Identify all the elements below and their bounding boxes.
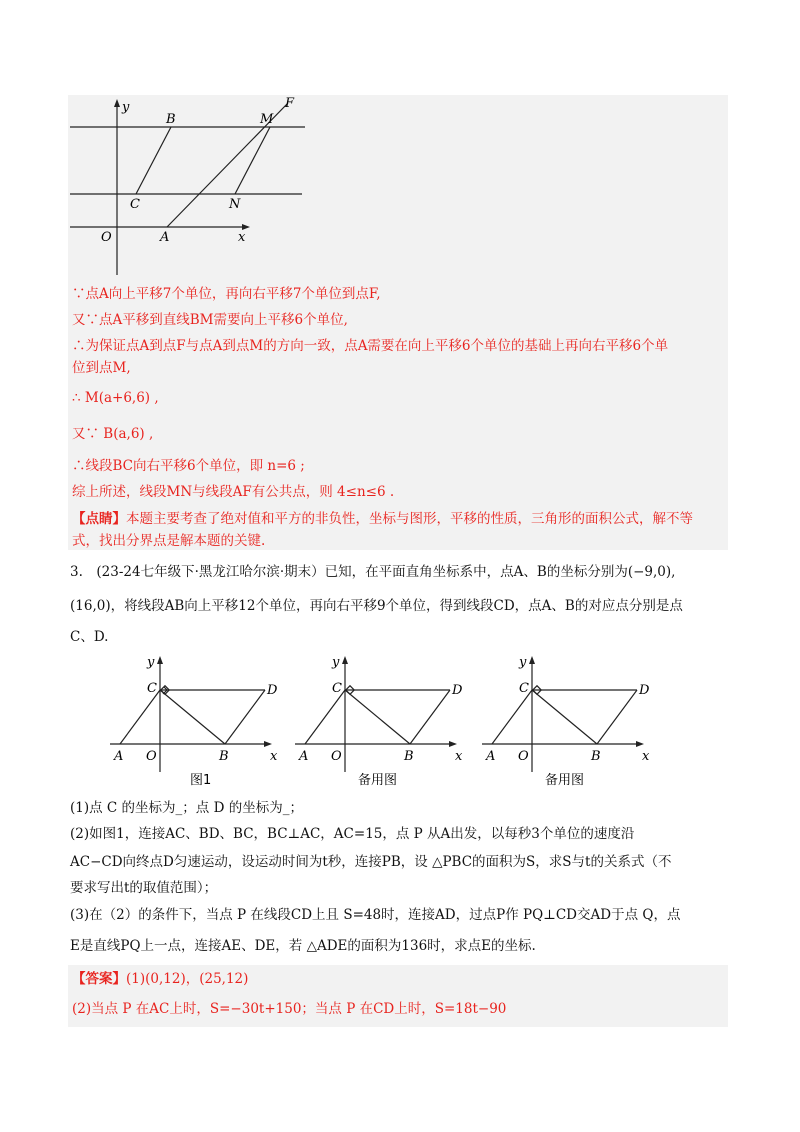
fig2-label-O: O <box>331 749 342 764</box>
fig2-label-B: B <box>404 749 414 764</box>
answer-1: (1)(0,12)，(25,12) <box>126 971 249 987</box>
solution-line-7: ∴线段BC向右平移6个单位，即 n=6 ; <box>72 458 305 474</box>
fig1-label-x: x <box>270 749 278 764</box>
question-3-line-2: E是直线PQ上一点，连接AE、DE，若 △ADE的面积为136时，求点E的坐标. <box>70 938 536 954</box>
fig3-label-O: O <box>518 749 529 764</box>
fig3-label-C: C <box>519 681 529 696</box>
comment-text-1: 本题主要考查了绝对值和平方的非负性，坐标与图形，平移的性质，三角形的面积公式，解不等 <box>126 511 693 527</box>
figure-1 <box>110 656 272 772</box>
label-C: C <box>130 197 140 212</box>
question-1: (1)点 C 的坐标为_；点 D 的坐标为_； <box>70 800 303 816</box>
fig2-label-C: C <box>332 681 342 696</box>
fig3-label-x: x <box>642 749 650 764</box>
solution-line-6: 又∵ B(a,6) , <box>72 426 154 442</box>
solution-line-1: ∵点A向上平移7个单位，再向右平移7个单位到点F, <box>72 286 381 302</box>
fig2-label-A: A <box>299 749 309 764</box>
solution-line-8: 综上所述，线段MN与线段AF有公共点，则 4≤n≤6 . <box>72 484 395 500</box>
fig1-seg-bd <box>225 690 265 744</box>
fig3-caption: 备用图 <box>545 773 585 788</box>
label-F: F <box>285 96 295 111</box>
comment-line-1 <box>72 509 693 529</box>
figures-row <box>100 652 690 792</box>
fig2-label-y: y <box>332 655 340 670</box>
question-3-line-1: (3)在（2）的条件下，当点 P 在线段CD上且 S=48时，连接AD，过点P作 PQ⊥CD交AD于点 Q，点 <box>70 907 681 923</box>
fig1-label-C: C <box>147 681 157 696</box>
y-axis-arrow <box>114 99 120 107</box>
fig3-label-B: B <box>591 749 601 764</box>
answer-line-2: (2)当点 P 在AC上时，S=−30t+150；当点 P 在CD上时，S=18t−90 <box>72 1001 507 1017</box>
fig1-label-B: B <box>219 749 229 764</box>
fig1-caption: 图1 <box>190 773 212 788</box>
fig1-seg-ac <box>120 690 160 744</box>
figure-2 <box>295 656 457 772</box>
question-2-line-1: (2)如图1，连接AC、BD、BC，BC⊥AC，AC=15，点 P 从A出发，以每秒3个单位的速度沿 <box>70 826 635 842</box>
question-2-line-3: 要求写出t的取值范围）； <box>70 880 218 896</box>
answer-label: 【答案】 <box>72 971 126 987</box>
question-2-line-2: AC−CD向终点D匀速运动，设运动时间为t秒，连接PB，设 △PBC的面积为S，求S与t的关系式（不 <box>70 854 672 870</box>
fig1-label-A: A <box>114 749 124 764</box>
label-N: N <box>229 197 241 212</box>
fig2-caption: 备用图 <box>358 773 398 788</box>
label-M: M <box>260 112 274 127</box>
solution-line-5: ∴ M(a+6,6) , <box>72 390 159 406</box>
fig3-label-y: y <box>519 655 527 670</box>
fig1-seg-bc <box>160 690 225 744</box>
fig1-label-O: O <box>146 749 157 764</box>
answer-line-1 <box>72 969 248 989</box>
label-y: y <box>122 100 130 115</box>
label-O: O <box>101 230 112 245</box>
problem-3-line-1: 3. (23-24七年级下·黑龙江哈尔滨·期末）已知，在平面直角坐标系中，点A、B的坐标分别为(−9,0), <box>70 564 676 580</box>
label-A: A <box>160 230 170 245</box>
label-B: B <box>166 112 176 127</box>
problem-3-line-2: (16,0)，将线段AB向上平移12个单位，再向右平移9个单位，得到线段CD，点A、B的对应点分别是点 <box>70 598 683 614</box>
fig1-label-y: y <box>147 655 155 670</box>
figure-translation-diagram <box>70 95 320 280</box>
fig3-label-D: D <box>639 683 650 698</box>
fig2-label-x: x <box>455 749 463 764</box>
fig2-label-D: D <box>452 683 463 698</box>
solution-line-3: ∴为保证点A到点F与点A到点M的方向一致，点A需要在向上平移6个单位的基础上再向右平移6个单 <box>72 338 669 354</box>
figure-3 <box>482 656 644 772</box>
fig1-label-D: D <box>267 683 278 698</box>
fig3-label-A: A <box>486 749 496 764</box>
segment-mn <box>235 127 270 194</box>
segment-bc <box>136 127 171 194</box>
label-x: x <box>238 230 246 245</box>
solution-line-4: 位到点M, <box>72 360 131 376</box>
problem-3-line-3: C、D. <box>70 629 109 645</box>
comment-label: 【点睛】 <box>72 511 126 527</box>
solution-line-2: 又∵点A平移到直线BM需要向上平移6个单位, <box>72 312 348 328</box>
comment-line-2: 式，找出分界点是解本题的关键. <box>72 533 266 549</box>
